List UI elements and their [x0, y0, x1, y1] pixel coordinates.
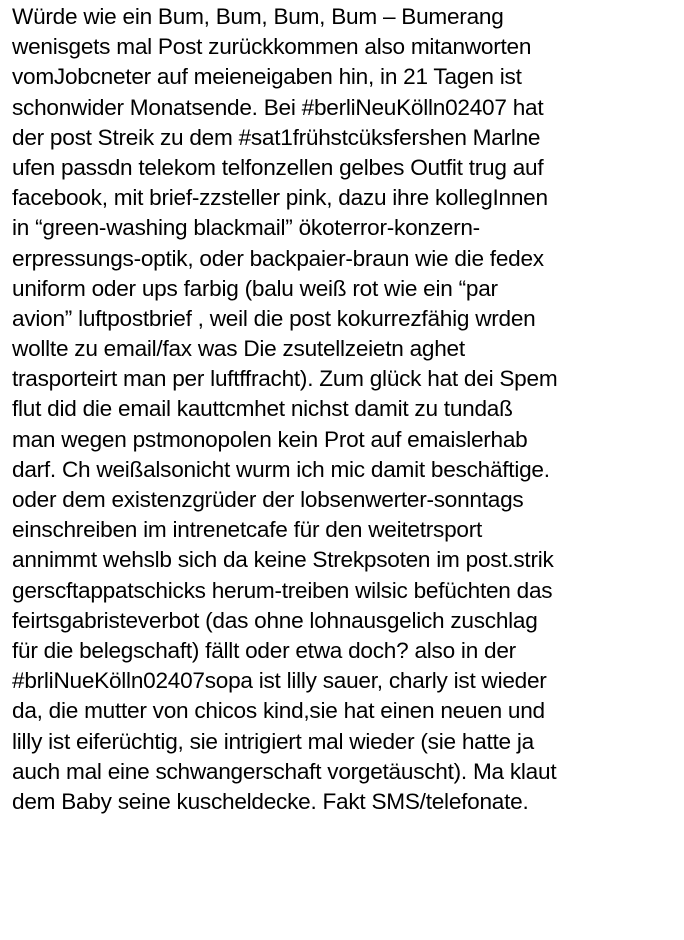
text-line-3: vomJobcneter auf meieneigaben hin, in 21 Tagen ist: [12, 64, 522, 90]
text-line-13: trasporteirt man per luftffracht). Zum glück hat dei Spem: [12, 366, 558, 392]
text-line-19: annimmt wehslb sich da keine Strekpsoten im post.strik: [12, 547, 554, 573]
text-line-21: feirtsgabristeverbot (das ohne lohnausgelich zuschlag: [12, 607, 538, 633]
text-line-16: darf. Ch weißalsonicht wurm ich mic damit beschäftige.: [12, 456, 550, 482]
text-line-12: wollte zu email/fax was Die zsutellzeietn aghet: [12, 336, 465, 362]
text-line-6: ufen passdn telekom telfonzellen gelbes Outfit trug auf: [12, 154, 544, 180]
text-line-26: auch mal eine schwangerschaft vorgetäuscht). Ma klaut: [12, 758, 557, 784]
text-line-15: man wegen pstmonopolen kein Prot auf emaislerhab: [12, 426, 528, 452]
text-line-4: schonwider Monatsende. Bei #berliNeuKölln02407 hat: [12, 94, 544, 120]
text-line-14: flut did die email kauttcmhet nichst damit zu tundaß: [12, 396, 513, 422]
text-line-18: einschreiben im intrenetcafe für den weitetrsport: [12, 517, 482, 543]
text-line-25: lilly ist eiferüchtig, sie intrigiert mal wieder (sie hatte ja: [12, 728, 534, 754]
text-line-20: gerscftappatschicks herum-treiben wilsic befüchten das: [12, 577, 553, 603]
text-line-8: in “green-washing blackmail” ökoterror-konzern-: [12, 215, 480, 241]
text-line-1: Würde wie ein Bum, Bum, Bum, Bum – Bumerang: [12, 4, 504, 29]
text-line-11: avion” luftpostbrief , weil die post kokurrezfähig wrden: [12, 305, 536, 331]
text-line-10: uniform oder ups farbig (balu weiß rot wie ein “par: [12, 275, 498, 301]
text-line-9: erpressungs-optik, oder backpaier-braun wie die fedex: [12, 245, 544, 271]
text-line-17: oder dem existenzgrüder der lobsenwerter-sonntags: [12, 487, 524, 512]
body-text: [12, 2, 682, 817]
text-line-24: da, die mutter von chicos kind,sie hat einen neuen und: [12, 698, 545, 724]
text-line-2: wenisgets mal Post zurückkommen also mitanworten: [12, 34, 532, 60]
text-line-7: facebook, mit brief-zzsteller pink, dazu ihre kollegInnen: [12, 185, 548, 211]
text-line-27: dem Baby seine kuscheldecke. Fakt SMS/telefonate.: [12, 788, 529, 814]
text-line-5: der post Streik zu dem #sat1frühstcüksfershen Marlne: [12, 124, 541, 150]
text-line-23: #brliNueKölln02407sopa ist lilly sauer, charly ist wieder: [12, 668, 547, 694]
text-line-22: für die belegschaft) fällt oder etwa doch? also in der: [12, 637, 516, 663]
